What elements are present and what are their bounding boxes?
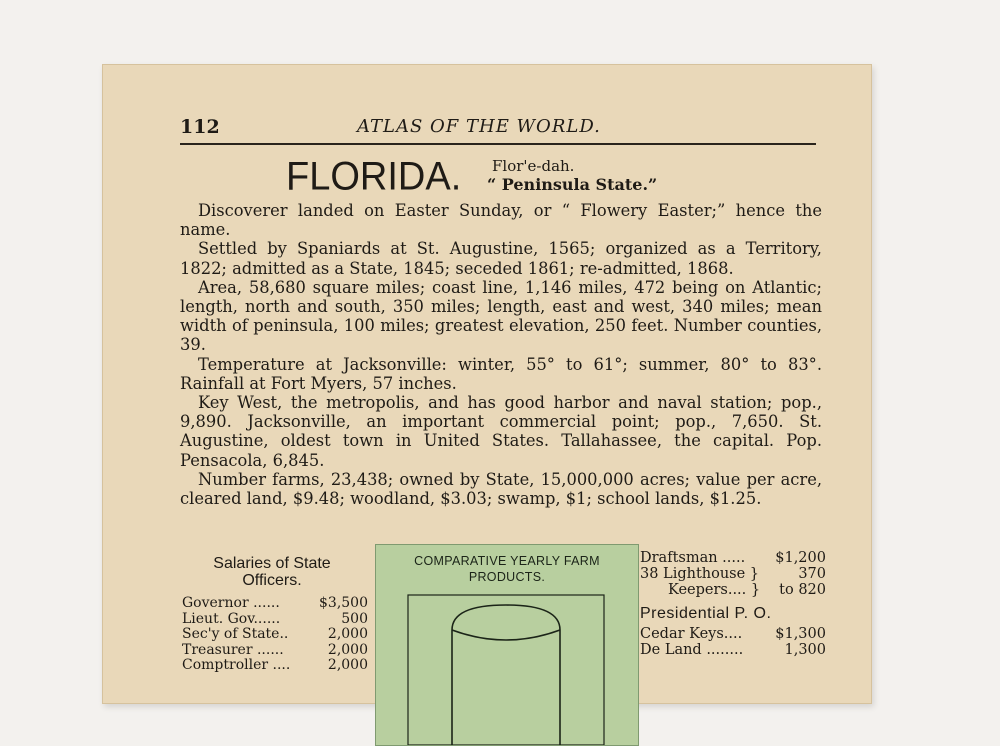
paragraph-area: Area, 58,680 square miles; coast line, 1,146 miles, 472 being on Atlantic; length, north and south, 350 miles; length, east and west, 340 miles; mean width of peninsula, 100 miles; greatest elevation, 250 feet. Number counties, 39. bbox=[180, 277, 822, 355]
running-head: ATLAS OF THE WORLD. bbox=[357, 116, 601, 137]
salary-row bbox=[182, 627, 368, 643]
atlas-page bbox=[102, 64, 872, 704]
right-row bbox=[640, 566, 826, 582]
po-value: $1,300 bbox=[775, 626, 826, 642]
salaries-list bbox=[182, 596, 368, 674]
salary-label: Treasurer ...... bbox=[182, 641, 284, 658]
header-rule bbox=[180, 143, 816, 145]
paragraph-farms: Number farms, 23,438; owned by State, 15,000,000 acres; value per acre, cleared land, $9.48; woodland, $3.03; swamp, $1; school lands, $1.25. bbox=[180, 469, 822, 509]
right-salaries-column bbox=[640, 550, 826, 658]
salary-row bbox=[182, 612, 368, 628]
entry-body bbox=[180, 201, 822, 508]
salaries-heading-line1: Salaries of State bbox=[213, 555, 331, 572]
farm-title-line1: COMPARATIVE YEARLY FARM bbox=[414, 554, 600, 568]
salaries-heading-line2: Officers. bbox=[242, 572, 302, 589]
right-value: 370 bbox=[798, 566, 826, 582]
farm-title-line2: PRODUCTS. bbox=[468, 570, 546, 584]
salary-value: 500 bbox=[341, 610, 368, 627]
state-nickname: “ Peninsula State.” bbox=[487, 175, 658, 194]
right-label: Keepers.... } bbox=[668, 582, 761, 598]
right-label: Draftsman ..... bbox=[640, 550, 746, 566]
paragraph-climate: Temperature at Jacksonville: winter, 55° to 61°; summer, 80° to 83°. Rainfall at Fort Myers, 57 inches. bbox=[180, 354, 822, 393]
presidential-po-heading: Presidential P. O. bbox=[640, 605, 772, 622]
paragraph-cities: Key West, the metropolis, and has good harbor and naval station; pop., 9,890. Jacksonville, an important commercial point; pop., 7,650. St. Augustine, oldest town in United States. Tallahassee, the capital. Pop. Pensacola, 6,845. bbox=[180, 393, 822, 470]
paragraph-history: Settled by Spaniards at St. Augustine, 1565; organized as a Territory, 1822; admitted as a State, 1845; seceded 1861; re-admitted, 1868. bbox=[180, 239, 822, 278]
paragraph-name-origin: Discoverer landed on Easter Sunday, or “ Flowery Easter;” hence the name. bbox=[180, 201, 822, 240]
right-value: to 820 bbox=[779, 582, 826, 598]
right-label: 38 Lighthouse } bbox=[640, 566, 760, 582]
state-title: FLORIDA. bbox=[286, 154, 462, 200]
right-value: $1,200 bbox=[775, 550, 826, 566]
pronunciation: Flor'e-dah. bbox=[492, 157, 575, 175]
salaries-heading bbox=[182, 555, 362, 589]
salary-label: Comptroller .... bbox=[182, 657, 291, 673]
salary-value: 2,000 bbox=[327, 626, 368, 642]
po-row bbox=[640, 642, 826, 658]
farm-products-graphic bbox=[375, 544, 639, 746]
po-value: 1,300 bbox=[784, 642, 826, 658]
salary-label: Lieut. Gov...... bbox=[182, 610, 281, 627]
salary-row bbox=[182, 658, 368, 674]
page-number: 112 bbox=[180, 116, 220, 138]
salary-value: 2,000 bbox=[327, 657, 368, 673]
right-row bbox=[640, 582, 826, 598]
salary-value: 2,000 bbox=[327, 641, 368, 658]
po-label: De Land ........ bbox=[640, 642, 744, 658]
po-row bbox=[640, 626, 826, 642]
salary-value: $3,500 bbox=[319, 595, 368, 611]
cylinder-illustration bbox=[376, 545, 638, 745]
salary-row bbox=[182, 643, 368, 659]
salary-row bbox=[182, 596, 368, 612]
salary-label: Governor ...... bbox=[182, 595, 280, 611]
salary-label: Sec'y of State.. bbox=[182, 626, 289, 642]
po-label: Cedar Keys.... bbox=[640, 626, 743, 642]
right-row bbox=[640, 550, 826, 566]
